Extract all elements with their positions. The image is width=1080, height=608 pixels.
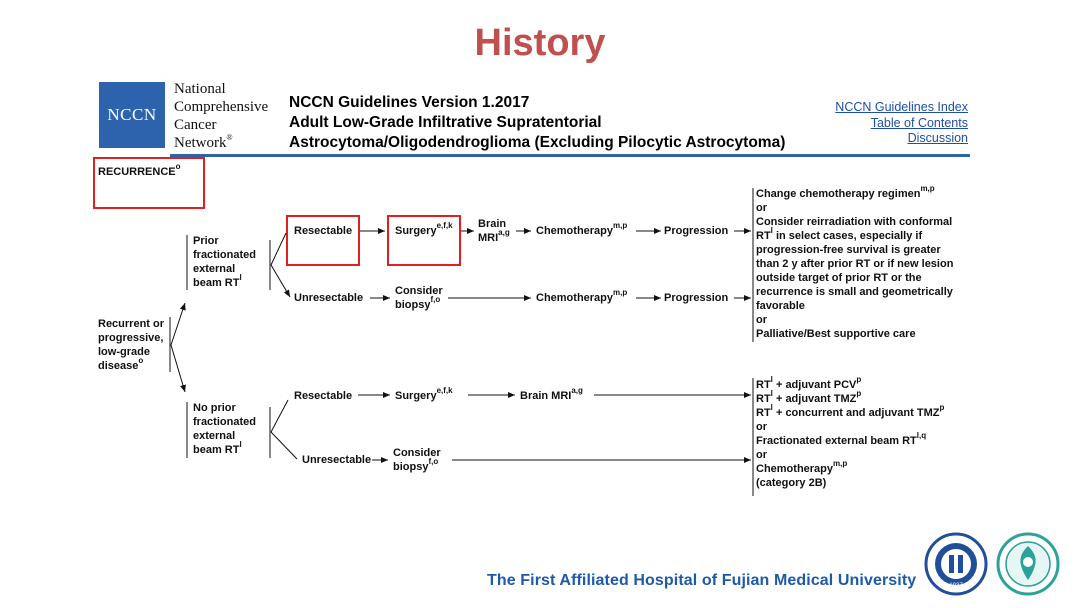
guideline-title-line2: Astrocytoma/Oligodendroglioma (Excluding Pilocytic Astrocytoma) bbox=[289, 134, 786, 151]
org-line: Network® bbox=[174, 133, 233, 151]
org-line: Cancer bbox=[174, 117, 217, 133]
org-line: National bbox=[174, 81, 226, 97]
slide-title: History bbox=[474, 22, 606, 64]
guideline-version: NCCN Guidelines Version 1.2017 bbox=[289, 94, 530, 111]
node-prior-progression-2: Progression bbox=[664, 292, 729, 304]
guidelines-index-link[interactable]: NCCN Guidelines Index bbox=[835, 100, 968, 114]
nccn-logo: NCCN bbox=[99, 82, 165, 148]
prior-to-resectable bbox=[271, 233, 286, 265]
prior-options-list: Change chemotherapy regimen$^{m,p}$ or Consider reirradiation with conformal $RT^l$ in select cases, especially if progression-free survival is greater than 2 y after prior RT or if new lesion outside target of prior RT or the recurrence is small and geometrically favorable or Palliative/Best supportive care bbox=[756, 184, 954, 340]
hospital-seal-icon bbox=[996, 532, 1060, 596]
node-no-prior-brain-mri: Brain MRI$^{a,g}$ bbox=[520, 386, 583, 402]
node-prior-surgery: Surgery$^{e,f,k}$ bbox=[395, 221, 453, 237]
node-prior-progression: Progression bbox=[664, 225, 729, 237]
arrow-to-prior bbox=[171, 303, 185, 345]
node-prior-consider-biopsy: Consider biopsy$^{f,o}$ bbox=[395, 285, 443, 311]
prior-to-unresectable bbox=[271, 265, 290, 297]
org-line: Comprehensive bbox=[174, 99, 269, 115]
guideline-title-line1: Adult Low-Grade Infiltrative Supratentorial bbox=[289, 114, 602, 131]
node-prior-chemotherapy: Chemotherapy$^{m,p}$ bbox=[536, 221, 628, 237]
root-node-recurrent-disease: Recurrent or progressive, low-grade disease$^o$ bbox=[98, 318, 165, 372]
node-prior-brain-mri: Brain MRI$^{a,g}$ bbox=[478, 218, 510, 244]
no-prior-options-list: $RT^l$ + adjuvant PCV$^p$ $RT^l$ + adjuvant TMZ$^p$ $RT^l$ + concurrent and adjuvant TMZ$^p$ or Fractionated external beam RT$^{l,q}$ or Chemotherapy$^{m,p}$ (category 2B) bbox=[756, 375, 945, 489]
recurrence-label: RECURRENCE$^o$ bbox=[98, 162, 181, 178]
node-no-prior-unresectable: Unresectable bbox=[302, 454, 372, 466]
no-prior-to-resectable bbox=[271, 400, 288, 432]
node-no-prior-surgery: Surgery$^{e,f,k}$ bbox=[395, 386, 453, 402]
node-no-prior-rt: No prior fractionated external beam $RT^l$ bbox=[193, 402, 256, 456]
table-of-contents-link[interactable]: Table of Contents bbox=[870, 116, 968, 130]
node-no-prior-consider-biopsy: Consider biopsy$^{f,o}$ bbox=[393, 447, 441, 473]
university-seal-icon bbox=[924, 532, 988, 596]
arrow-to-no-prior bbox=[171, 345, 185, 392]
discussion-link[interactable]: Discussion bbox=[907, 131, 968, 145]
node-prior-unresectable: Unresectable bbox=[294, 292, 364, 304]
no-prior-to-unresectable bbox=[271, 432, 297, 459]
node-prior-resectable: Resectable bbox=[294, 225, 353, 237]
node-no-prior-resectable: Resectable bbox=[294, 390, 353, 402]
svg-text:1937: 1937 bbox=[949, 583, 963, 589]
node-prior-rt: Prior fractionated external beam $RT^l$ bbox=[193, 235, 256, 289]
registered-mark: ® bbox=[226, 133, 233, 142]
hospital-name-footer: The First Affiliated Hospital of Fujian Medical University bbox=[487, 572, 917, 589]
node-prior-chemotherapy-2: Chemotherapy$^{m,p}$ bbox=[536, 288, 628, 304]
